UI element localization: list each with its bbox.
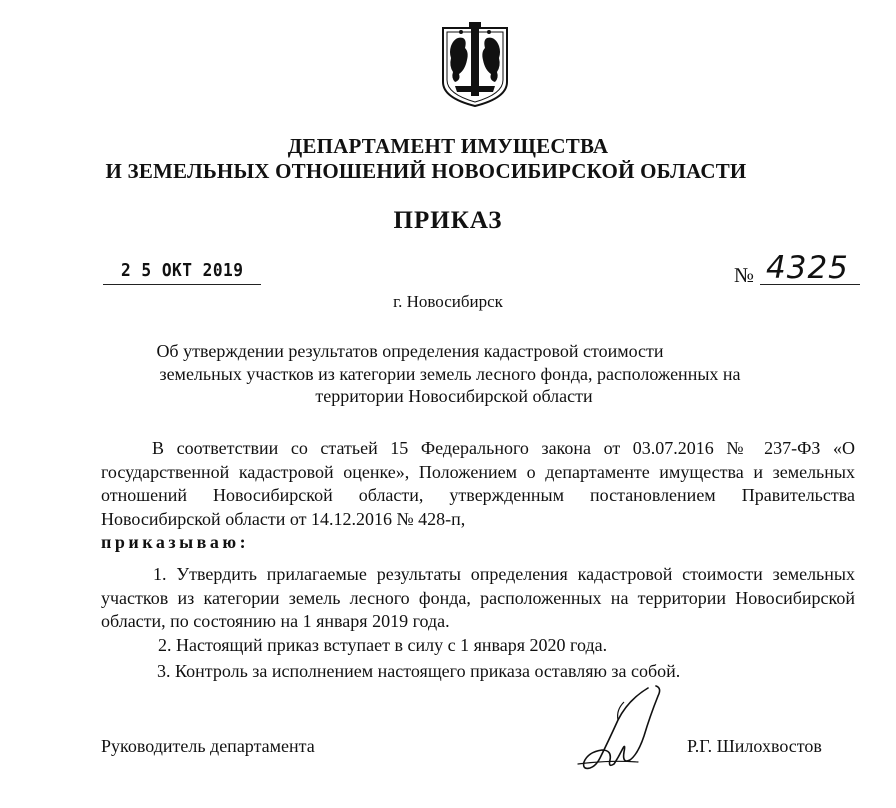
handwritten-signature bbox=[548, 680, 688, 780]
basis-text: В соответствии со статьей 15 Федерального закона от 03.07.2016 № 237-ФЗ «О государственной кадастровой оценке», Положением о департаменте имущества и земельных отношений Новосибирской области, утвержденным постановлением Правительства Новосибирской области от 14.12.2016 № 428-п, bbox=[101, 438, 855, 529]
department-name-line-2: И ЗЕМЕЛЬНЫХ ОТНОШЕНИЙ НОВОСИБИРСКОЙ ОБЛАСТИ bbox=[105, 159, 747, 183]
signatory-position: Руководитель департамента bbox=[101, 736, 315, 756]
basis-paragraph bbox=[101, 437, 855, 555]
subject-line-1: Об утверждении результатов определения кадастровой стоимости bbox=[156, 341, 664, 361]
order-word: приказываю: bbox=[101, 532, 250, 553]
subject-line-3: территории Новосибирской области bbox=[315, 386, 593, 406]
subject-line-2: земельных участков из категории земель лесного фонда, расположенных на bbox=[159, 364, 741, 384]
document-type-title: ПРИКАЗ bbox=[393, 207, 503, 234]
order-item-1: 1. Утвердить прилагаемые результаты определения кадастровой стоимости земельных участков из категории земель лесного фонда, расположенных на территории Новосибирской области, по состоянию на 1 января 2019 года. bbox=[101, 564, 855, 632]
date-field bbox=[103, 258, 261, 285]
number-sign: № bbox=[734, 263, 755, 287]
coat-of-arms-emblem bbox=[441, 22, 509, 108]
order-number-handwritten: 4325 bbox=[766, 250, 849, 286]
signatory-name: Р.Г. Шилохвостов bbox=[687, 736, 822, 756]
order-date-stamp: 2 5 ОКТ 2019 bbox=[121, 260, 244, 281]
city-name: г. Новосибирск bbox=[393, 292, 503, 311]
order-item-3: 3. Контроль за исполнением настоящего приказа оставляю за собой. bbox=[157, 661, 681, 681]
department-name-line-1: ДЕПАРТАМЕНТ ИМУЩЕСТВА bbox=[287, 134, 609, 158]
order-item-2: 2. Настоящий приказ вступает в силу с 1 января 2020 года. bbox=[158, 635, 608, 655]
